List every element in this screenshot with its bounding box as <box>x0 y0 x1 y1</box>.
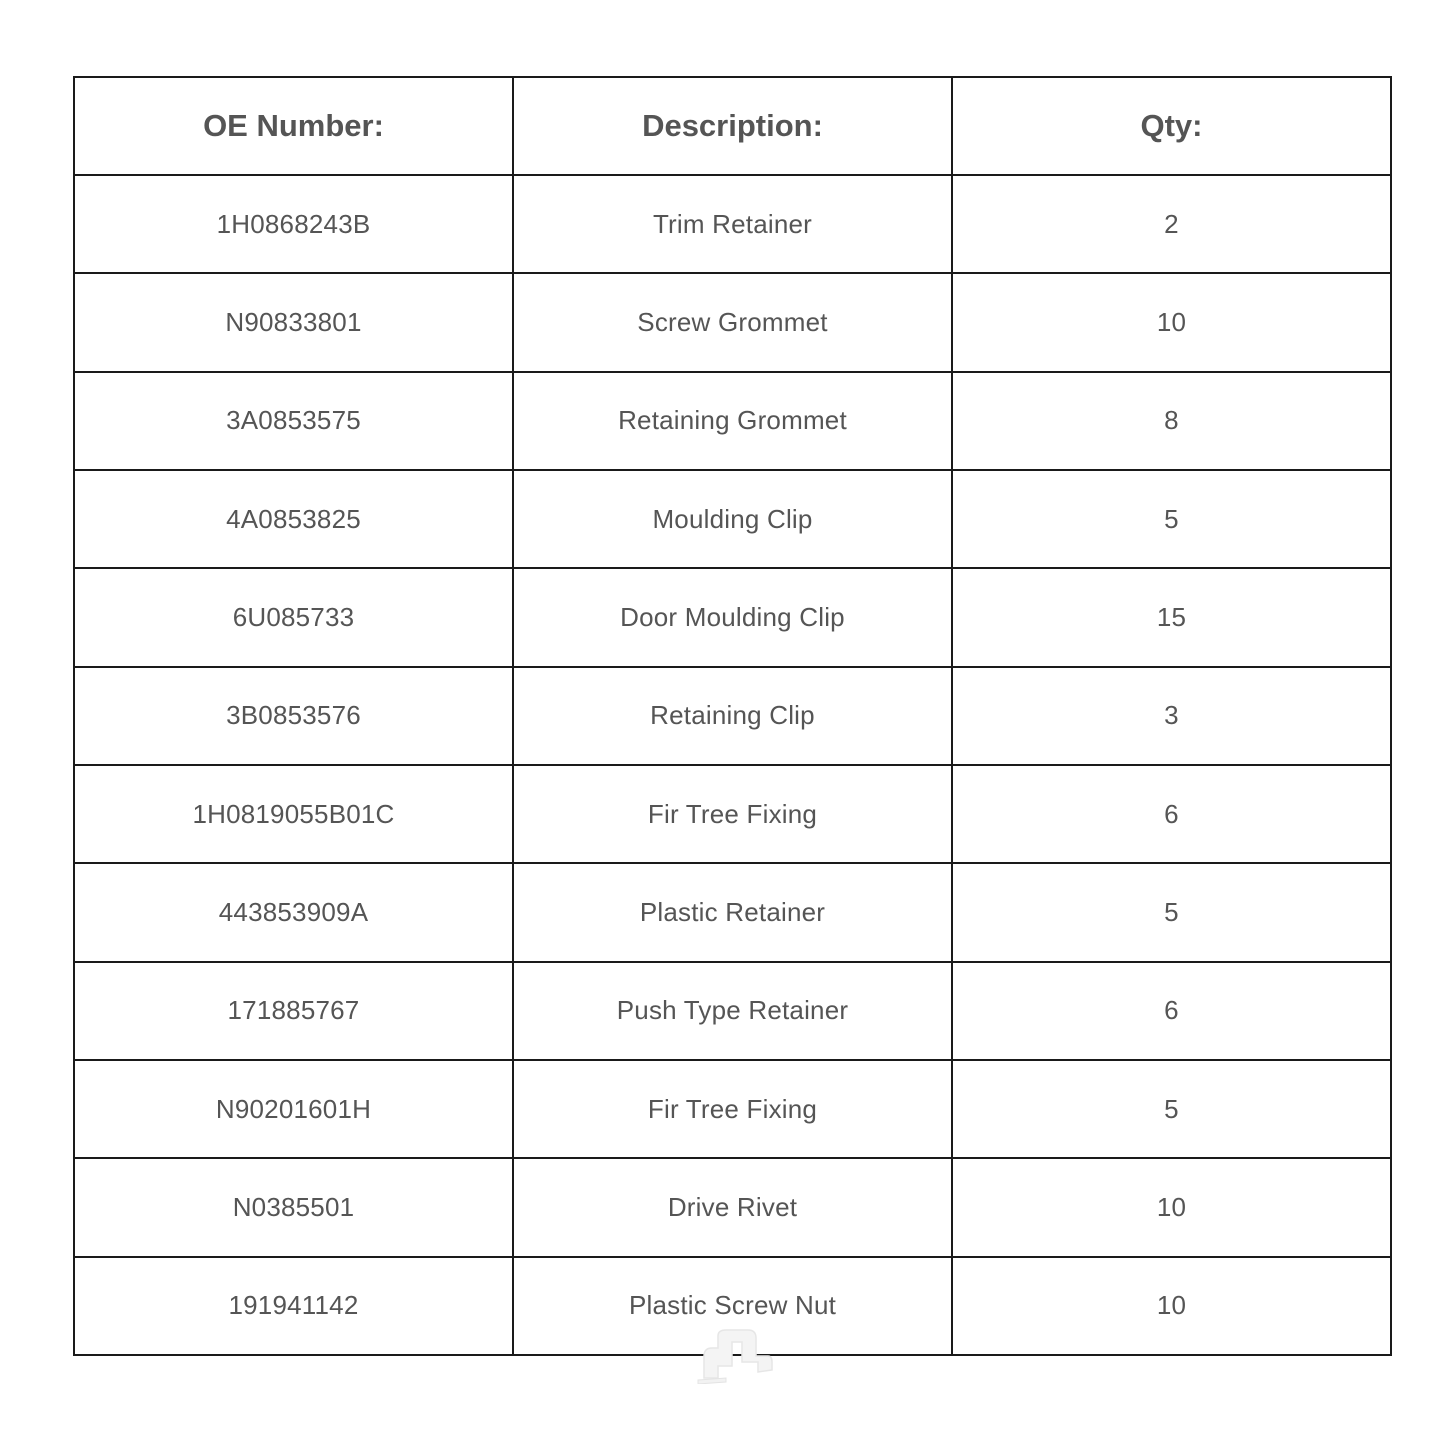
cell-description: Retaining Grommet <box>513 372 952 470</box>
cell-oe-number: 3A0853575 <box>74 372 513 470</box>
table-row <box>74 372 1391 470</box>
clip-part-watermark-icon <box>696 1326 776 1384</box>
cell-description: Plastic Screw Nut <box>513 1257 952 1355</box>
cell-qty: 3 <box>952 667 1391 765</box>
table-row <box>74 470 1391 568</box>
table-row <box>74 273 1391 371</box>
table-row <box>74 1158 1391 1256</box>
header-description: Description: <box>513 77 952 175</box>
table-row <box>74 175 1391 273</box>
header-oe-number: OE Number: <box>74 77 513 175</box>
cell-description: Door Moulding Clip <box>513 568 952 666</box>
cell-qty: 5 <box>952 1060 1391 1158</box>
cell-oe-number: 171885767 <box>74 962 513 1060</box>
cell-qty: 15 <box>952 568 1391 666</box>
cell-description: Screw Grommet <box>513 273 952 371</box>
table-header-row <box>74 77 1391 175</box>
cell-oe-number: 191941142 <box>74 1257 513 1355</box>
cell-oe-number: 4A0853825 <box>74 470 513 568</box>
cell-oe-number: 6U085733 <box>74 568 513 666</box>
cell-qty: 2 <box>952 175 1391 273</box>
cell-oe-number: N90833801 <box>74 273 513 371</box>
table-row <box>74 1060 1391 1158</box>
cell-description: Fir Tree Fixing <box>513 765 952 863</box>
cell-description: Drive Rivet <box>513 1158 952 1256</box>
parts-table <box>73 76 1392 1356</box>
table-row <box>74 863 1391 961</box>
cell-oe-number: 3B0853576 <box>74 667 513 765</box>
header-qty: Qty: <box>952 77 1391 175</box>
cell-qty: 8 <box>952 372 1391 470</box>
table-row <box>74 962 1391 1060</box>
table-row <box>74 667 1391 765</box>
cell-oe-number: N0385501 <box>74 1158 513 1256</box>
cell-description: Trim Retainer <box>513 175 952 273</box>
cell-oe-number: 1H0868243B <box>74 175 513 273</box>
cell-description: Fir Tree Fixing <box>513 1060 952 1158</box>
table-body <box>74 175 1391 1355</box>
cell-description: Plastic Retainer <box>513 863 952 961</box>
cell-qty: 10 <box>952 273 1391 371</box>
cell-description: Push Type Retainer <box>513 962 952 1060</box>
cell-qty: 6 <box>952 962 1391 1060</box>
table-row <box>74 568 1391 666</box>
cell-oe-number: 443853909A <box>74 863 513 961</box>
cell-description: Retaining Clip <box>513 667 952 765</box>
cell-qty: 10 <box>952 1257 1391 1355</box>
cell-qty: 10 <box>952 1158 1391 1256</box>
cell-qty: 5 <box>952 863 1391 961</box>
cell-description: Moulding Clip <box>513 470 952 568</box>
cell-qty: 6 <box>952 765 1391 863</box>
cell-qty: 5 <box>952 470 1391 568</box>
cell-oe-number: N90201601H <box>74 1060 513 1158</box>
table-row <box>74 765 1391 863</box>
cell-oe-number: 1H0819055B01C <box>74 765 513 863</box>
